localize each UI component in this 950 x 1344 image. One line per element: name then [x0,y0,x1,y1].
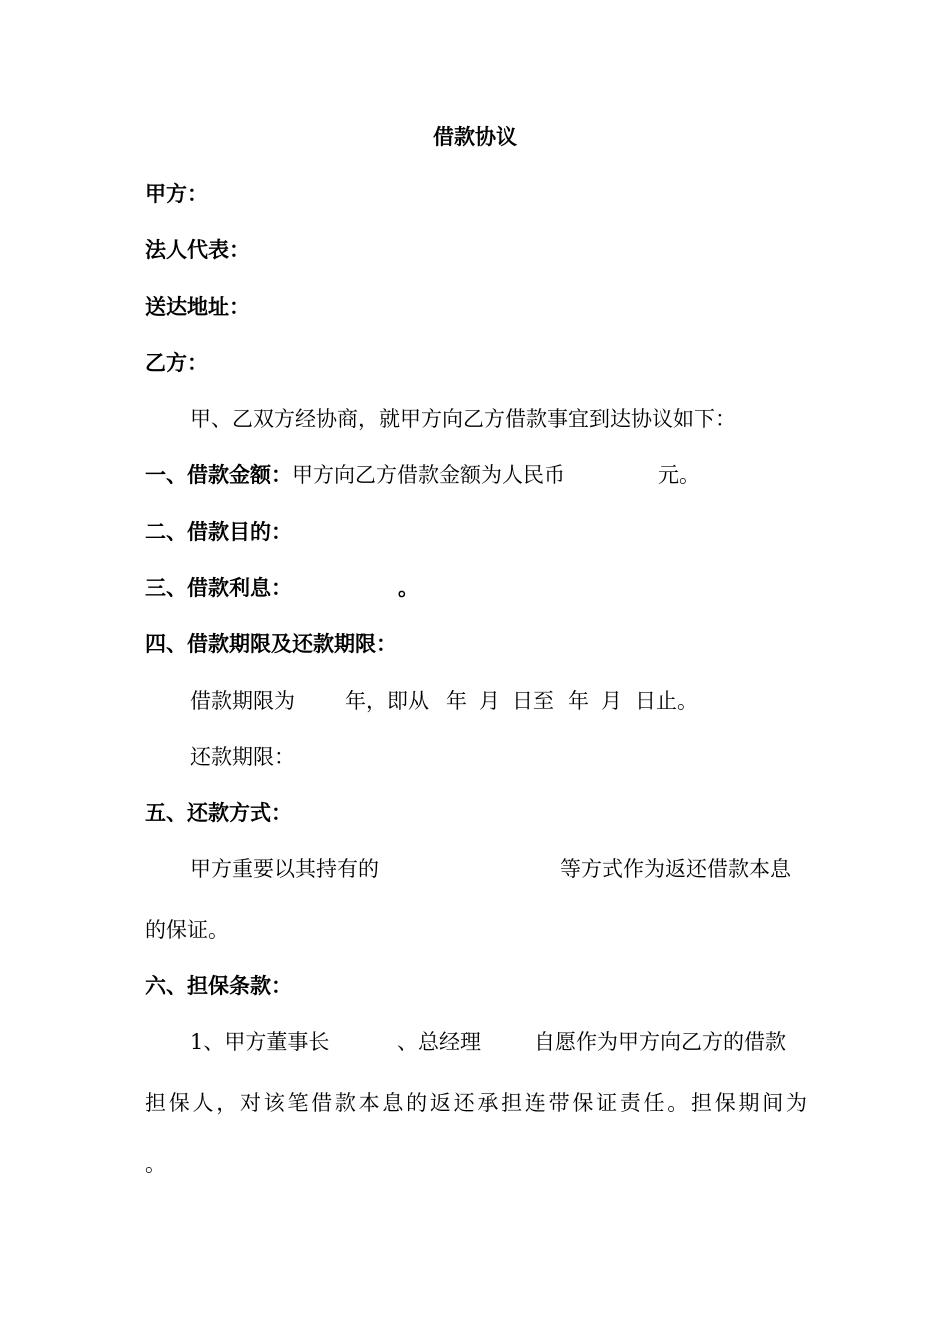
loan-term-end-day: 日止。 [635,689,698,713]
loan-term-label: 借款期限为 [190,689,295,713]
repayment-method-part-c: 的保证。 [145,918,229,942]
repayment-term: 还款期限： [190,745,295,769]
section-1 [145,461,565,489]
loan-term-start-month: 月 [479,689,500,713]
guarantee-voluntary: 自愿作为甲方向乙方的借款 [534,1030,786,1054]
repayment-method-part-a: 甲方重要以其持有的 [190,857,379,881]
repayment-method-part-b: 等方式作为返还借款本息 [560,857,791,881]
document-title: 借款协议 [433,124,517,149]
section-3-heading: 三、借款利息： [145,575,292,600]
section-5-heading: 五、还款方式： [145,800,292,825]
party-a-label: 甲方： [145,181,208,206]
loan-term-year-from: 年，即从 [345,689,429,713]
loan-term-end-month: 月 [601,689,622,713]
loan-term-start-day: 日至 [512,689,554,713]
section-6-heading: 六、担保条款： [145,973,292,998]
intro-paragraph: 甲、乙双方经协商，就甲方向乙方借款事宜到达协议如下： [190,407,736,431]
guarantee-clause-end: 。 [145,1152,166,1176]
section-1-body: 甲方向乙方借款金额为人民币 [292,463,565,487]
guarantee-clause-line-2: 担保人，对该笔借款本息的返还承担连带保证责任。担保期间为 [145,1091,807,1115]
legal-rep-label: 法人代表： [145,237,250,262]
section-3-end-mark: 。 [398,575,419,600]
section-1-heading: 一、借款金额： [145,462,292,487]
section-2-heading: 二、借款目的： [145,519,292,544]
address-label: 送达地址： [145,294,250,319]
party-b-label: 乙方： [145,350,208,375]
loan-term-start-year: 年 [446,689,467,713]
section-4-heading: 四、借款期限及还款期限： [145,631,397,656]
guarantee-chairman: 1、甲方董事长 [190,1030,330,1054]
guarantee-general-manager: 、总经理 [397,1030,481,1054]
loan-term-end-year: 年 [568,689,589,713]
section-1-unit: 元。 [658,463,700,487]
